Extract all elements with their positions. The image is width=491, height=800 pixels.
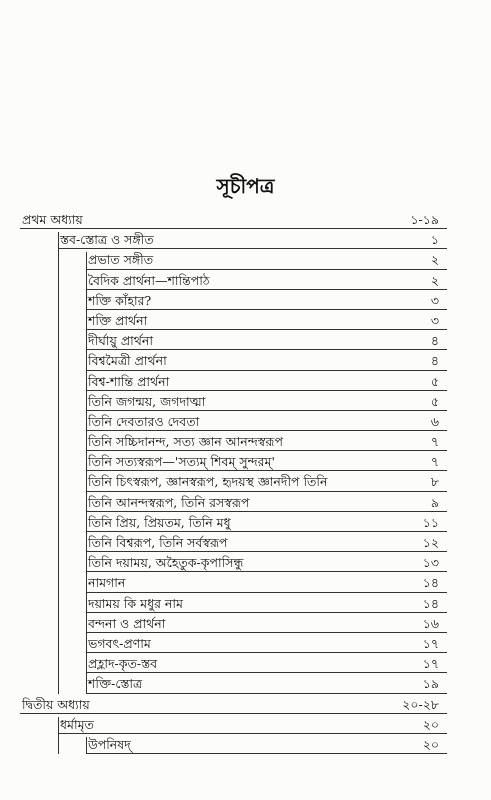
toc-entry-page: ১৪: [422, 575, 439, 591]
toc-entry-title: বন্দনা ও প্রার্থনা: [88, 615, 166, 631]
toc-entry-page: ১৭: [422, 635, 439, 651]
toc-entry-title: প্রথম অধ্যায়: [22, 212, 83, 227]
toc-entry: [0, 614, 491, 634]
toc-entry-rule: [58, 733, 447, 734]
toc-entry-rule: [86, 390, 447, 391]
toc-entry-title: ধর্মামৃত: [60, 716, 94, 732]
toc-entry-page: ৬: [430, 413, 439, 429]
toc-entry: [0, 695, 491, 715]
toc-entry-title: নামগান: [88, 575, 126, 591]
toc-entry-page: ১৯: [422, 676, 439, 692]
toc-entry-rule: [86, 753, 447, 754]
toc-entry-rule: [86, 370, 447, 371]
toc-entry: [0, 513, 491, 533]
toc-entry: [0, 291, 491, 311]
toc-entry-title: শক্তি প্রার্থনা: [88, 312, 148, 328]
toc-entry: [0, 351, 491, 371]
toc-entry: [0, 573, 491, 593]
toc-entry-title: তিনি জগন্ময়, জগদাত্মা: [88, 393, 206, 409]
indent-guide-line: [86, 737, 87, 754]
toc-entry-rule: [86, 470, 447, 471]
indent-guide-line: [86, 252, 87, 693]
toc-entry-page: ৩: [430, 292, 439, 308]
toc-entry-page: ৭: [430, 434, 439, 450]
toc-entry-title: স্তব-স্তোত্র ও সঙ্গীত: [60, 232, 154, 248]
toc-entry-page: ১৩: [422, 555, 439, 571]
toc-entry-rule: [86, 289, 447, 290]
toc-entry-page: ৯: [430, 494, 439, 510]
toc-entry-title: তিনি দয়াময়, অহৈতুক-কৃপাসিন্ধু: [88, 555, 244, 571]
toc-entry-rule: [86, 632, 447, 633]
indent-guide-line: [58, 232, 59, 694]
toc-entry: [0, 674, 491, 694]
toc-entry-rule: [86, 491, 447, 492]
toc-entry-rule: [20, 228, 447, 229]
toc-entry-page: ২০: [422, 736, 439, 752]
toc-entry-page: ২০-২৮: [402, 696, 439, 712]
toc-entry-rule: [86, 531, 447, 532]
toc-entry-rule: [86, 410, 447, 411]
toc-entry-page: ৫: [430, 373, 439, 389]
toc-entry-rule: [86, 571, 447, 572]
toc-entry-rule: [86, 511, 447, 512]
toc-entry-title: উপনিষদ্: [88, 736, 131, 752]
toc-entry: [0, 392, 491, 412]
indent-guide-line: [58, 717, 59, 754]
toc-entry: [0, 412, 491, 432]
toc-entry: [0, 715, 491, 735]
toc-entry-title: দ্বিতীয় অধ্যায়: [22, 696, 90, 712]
toc-entry-page: ১: [430, 232, 439, 248]
toc-entry: [0, 210, 491, 230]
toc-entry-title: তিনি দেবতারও দেবতা: [88, 413, 200, 429]
toc-entry: [0, 372, 491, 392]
toc-entry-rule: [86, 269, 447, 270]
toc-entry: [0, 735, 491, 755]
toc-entry: [0, 452, 491, 472]
toc-entry-rule: [86, 652, 447, 653]
toc-entry-rule: [86, 349, 447, 350]
toc-entry-title: তিনি চিৎস্বরূপ, জ্ঞানস্বরূপ, হৃদয়স্থ জ্ঞানদীপ তিনি: [88, 474, 328, 490]
toc-entry-page: ১১: [422, 514, 439, 530]
toc-entry-page: ২: [430, 272, 439, 288]
toc-entry-rule: [86, 693, 447, 694]
toc-entry-page: ৮: [430, 474, 439, 490]
toc-entry-page: ২: [430, 252, 439, 268]
toc-entry-rule: [86, 450, 447, 451]
toc-entry: [0, 634, 491, 654]
toc-entry-title: তিনি সচ্চিদানন্দ, সত্য জ্ঞান আনন্দস্বরূপ: [88, 434, 283, 450]
toc-entry: [0, 432, 491, 452]
toc-entry-page: ৪: [430, 353, 439, 369]
toc-entry: [0, 533, 491, 553]
toc-entry-page: ১৭: [422, 656, 439, 672]
toc-entry: [0, 230, 491, 250]
toc-entry-page: ১৬: [422, 615, 439, 631]
toc-entry: [0, 553, 491, 573]
toc-entry-rule: [86, 430, 447, 431]
toc-entry-page: ১৪: [422, 595, 439, 611]
toc-entry-page: ৪: [430, 333, 439, 349]
toc-entry-title: দীর্ঘায়ু প্রার্থনা: [88, 333, 153, 349]
toc-entry-page: ৫: [430, 393, 439, 409]
toc-entry-title: প্রহ্লাদ-কৃত-স্তব: [88, 656, 158, 672]
toc-entry-rule: [58, 248, 447, 249]
toc-entry: [0, 594, 491, 614]
toc-entry: [0, 654, 491, 674]
toc-entry-page: ১২: [422, 535, 439, 550]
toc-entry: [0, 311, 491, 331]
toc-entry-page: ২০: [422, 716, 439, 732]
toc-entry: [0, 271, 491, 291]
toc-entry-title: বিশ্ব-শান্তি প্রার্থনা: [88, 373, 170, 389]
table-of-contents: [0, 210, 491, 755]
toc-entry: [0, 493, 491, 513]
toc-entry-title: বৈদিক প্রার্থনা—শান্তিপাঠ: [88, 272, 210, 288]
toc-entry-rule: [86, 612, 447, 613]
toc-entry-rule: [86, 329, 447, 330]
toc-entry-title: তিনি আনন্দস্বরূপ, তিনি রসস্বরূপ: [88, 494, 250, 510]
toc-entry: [0, 472, 491, 492]
toc-entry-rule: [86, 592, 447, 593]
toc-entry-page: ৩: [430, 312, 439, 328]
toc-entry-title: তিনি বিশ্বরূপ, তিনি সর্বস্বরূপ: [88, 535, 228, 550]
toc-entry-title: তিনি প্রিয়, প্রিয়তম, তিনি মধু: [88, 514, 231, 530]
toc-entry: [0, 331, 491, 351]
toc-entry-title: শক্তি কাঁহার?: [88, 292, 152, 308]
toc-entry-title: শক্তি-স্তোত্র: [88, 676, 143, 692]
toc-entry-title: দয়াময় কি মধুর নাম: [88, 595, 183, 611]
toc-entry-title: ভগবৎ-প্রণাম: [88, 635, 151, 651]
toc-entry-page: ১-১৯: [410, 212, 439, 227]
toc-entry-title: বিশ্বমৈত্রী প্রার্থনা: [88, 353, 167, 369]
toc-entry-rule: [86, 309, 447, 310]
toc-entry-rule: [86, 551, 447, 552]
toc-entry: [0, 250, 491, 270]
toc-entry-page: ৭: [430, 454, 439, 470]
toc-entry-rule: [86, 672, 447, 673]
page-title: সূচীপত্র: [216, 174, 275, 198]
toc-entry-title: প্রভাত সঙ্গীত: [88, 252, 154, 268]
toc-entry-rule: [20, 713, 447, 714]
toc-entry-title: তিনি সত্যস্বরূপ—'সত্যম্ শিবম্ সুন্দরম্': [88, 454, 275, 470]
